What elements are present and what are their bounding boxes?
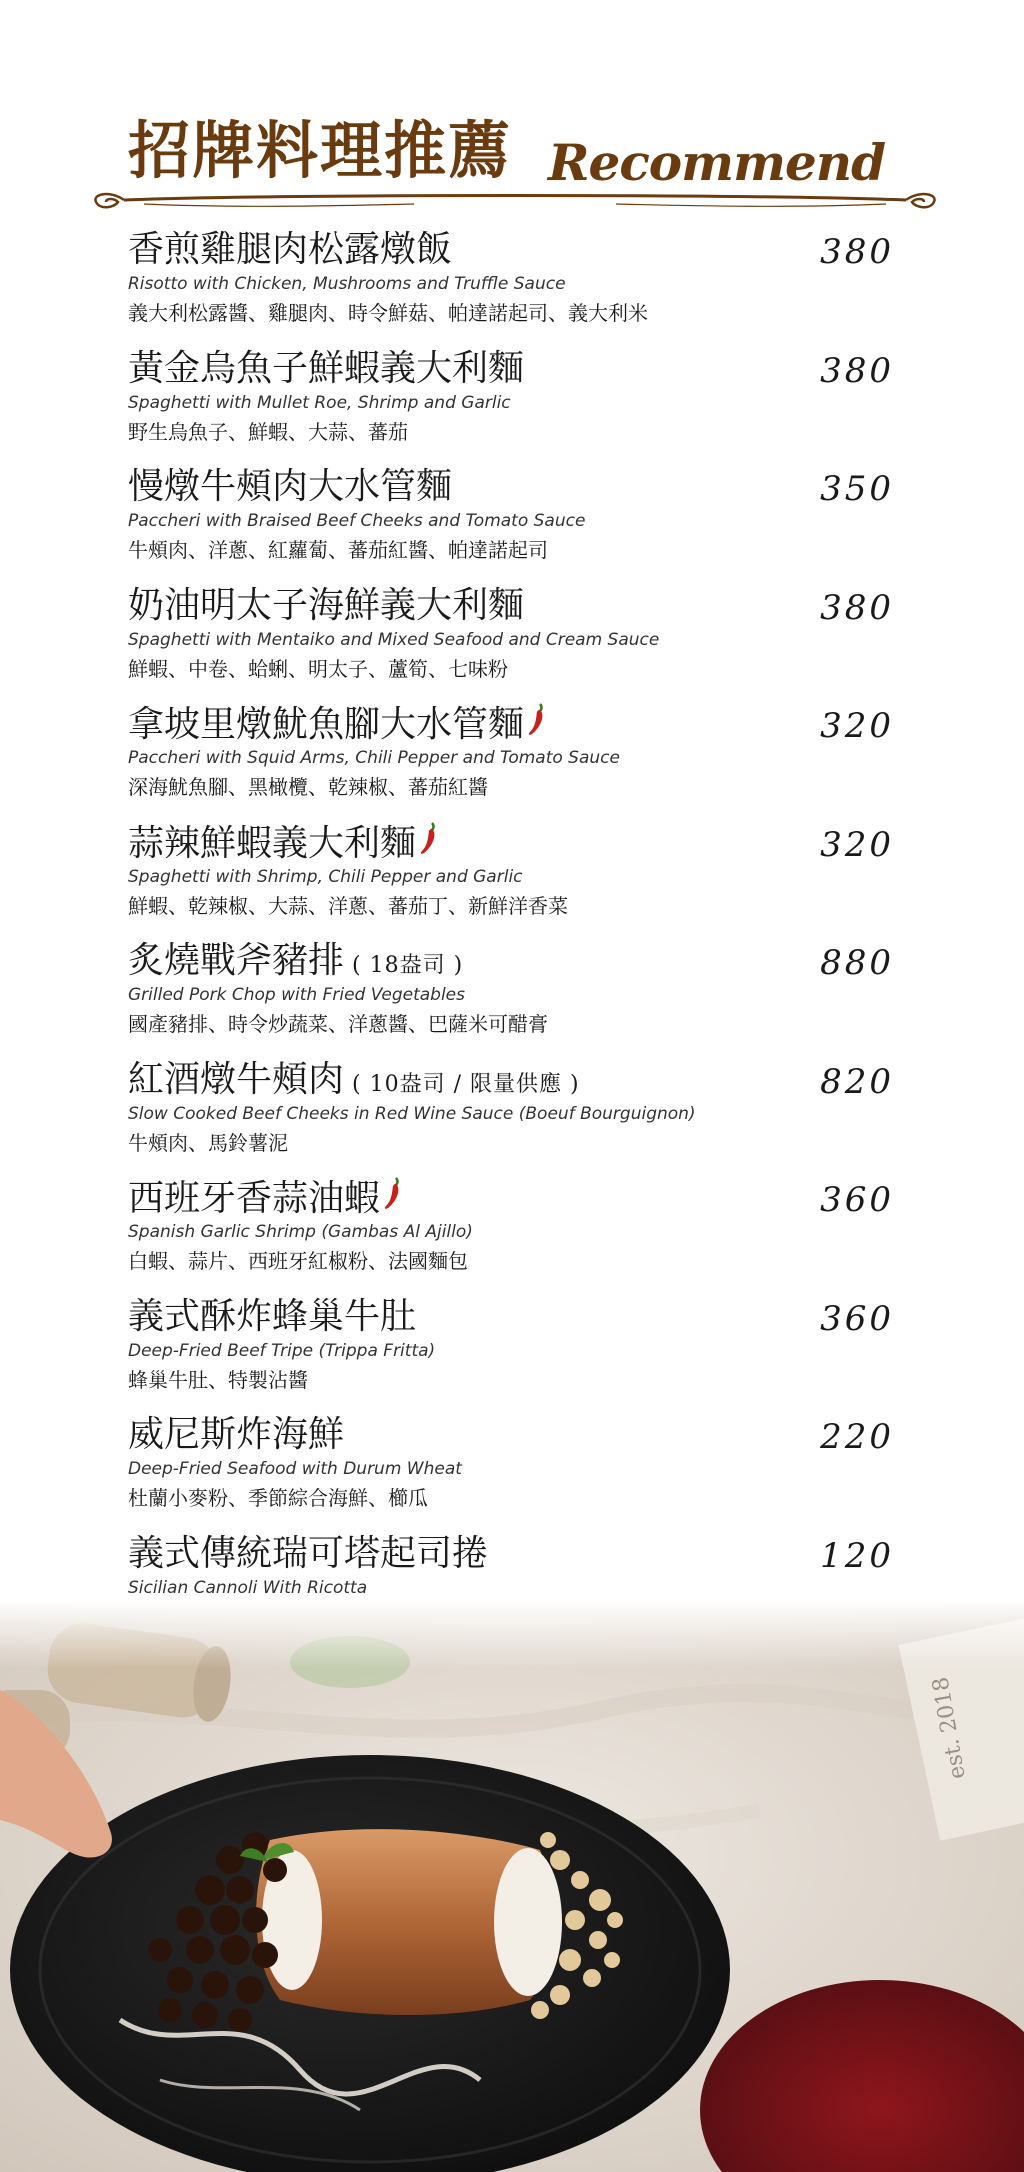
dish-name-text: 奶油明太子海鮮義大利麵	[128, 584, 525, 626]
dish-name-text: 香煎雞腿肉松露燉飯	[128, 229, 453, 270]
dish-name	[128, 939, 463, 988]
dish-english-name: Risotto with Chicken, Mushrooms and Truffle Sauce	[128, 274, 566, 294]
dish-price: 380	[820, 232, 894, 272]
dish-english-name: Paccheri with Squid Arms, Chili Pepper and Tomato Sauce	[128, 748, 620, 768]
dish-ingredients: 鮮蝦、中卷、蛤蜊、明太子、蘆筍、七味粉	[128, 656, 508, 681]
dish-ingredients: 深海魷魚腳、黑橄欖、乾辣椒、蕃茄紅醬	[128, 775, 488, 799]
dish-price: 360	[820, 1298, 894, 1339]
dish-portion-note: ( 18盎司 )	[352, 953, 464, 978]
dish-ingredients: 野生烏魚子、鮮蝦、大蒜、蕃茄	[128, 419, 408, 444]
dish-name-text: 拿坡里燉魷魚腳大水管麵	[128, 704, 525, 745]
dish-name	[128, 1058, 580, 1107]
dish-name	[128, 1295, 416, 1339]
dish-name-text: 義式酥炸蜂巢牛肚	[128, 1295, 417, 1337]
dish-ingredients: 牛頰肉、馬鈴薯泥	[128, 1130, 288, 1155]
dish-portion-note: ( 10盎司 / 限量供應 )	[352, 1071, 580, 1097]
dish-ingredients: 白蝦、蒜片、西班牙紅椒粉、法國麵包	[128, 1249, 468, 1273]
menu-item-6	[0, 813, 1024, 932]
dish-price: 220	[820, 1417, 894, 1457]
menu-item-5	[0, 694, 1024, 813]
menu-item-4	[0, 576, 1024, 695]
dish-price: 350	[820, 469, 894, 509]
dish-name-text: 蒜辣鮮蝦義大利麵	[128, 822, 417, 864]
dish-name	[128, 821, 440, 866]
dish-price: 320	[820, 824, 894, 865]
dish-name-text: 西班牙香蒜油蝦	[128, 1178, 381, 1219]
chili-pepper-icon	[526, 702, 548, 738]
dish-ingredients: 牛頰肉、洋蔥、紅蘿蔔、蕃茄紅醬、帕達諾起司	[128, 538, 548, 562]
dish-name	[128, 347, 524, 391]
menu-item-11	[0, 1405, 1024, 1524]
dish-name	[128, 1176, 404, 1221]
menu-list	[0, 220, 1024, 1642]
dish-name-text: 慢燉牛頰肉大水管麵	[128, 466, 453, 507]
dish-price: 380	[820, 587, 894, 628]
dish-price: 820	[820, 1061, 894, 1102]
cannoli-photo-illustration	[0, 1600, 1024, 2172]
dish-price: 880	[820, 943, 894, 983]
menu-item-2	[0, 339, 1024, 458]
dish-price: 380	[820, 350, 894, 391]
dish-name-text: 紅酒燉牛頰肉	[128, 1058, 345, 1100]
dish-english-name: Grilled Pork Chop with Fried Vegetables	[128, 985, 465, 1005]
dish-name-text: 黃金烏魚子鮮蝦義大利麵	[128, 347, 525, 389]
menu-item-1	[0, 220, 1024, 339]
dish-ingredients: 鮮蝦、乾辣椒、大蒜、洋蔥、蕃茄丁、新鮮洋香菜	[128, 893, 568, 918]
dish-ingredients: 杜蘭小麥粉、季節綜合海鮮、櫛瓜	[128, 1486, 428, 1510]
title-underline-ornament	[84, 180, 946, 220]
dish-english-name: Paccheri with Braised Beef Cheeks and Tomato Sauce	[128, 511, 586, 531]
page-title-english: Recommend	[548, 133, 886, 192]
menu-header	[0, 112, 1024, 222]
chili-pepper-icon	[382, 1176, 404, 1212]
dish-name-text: 威尼斯炸海鮮	[128, 1414, 345, 1455]
dish-english-name: Spaghetti with Mullet Roe, Shrimp and Garlic	[128, 392, 511, 413]
dish-name-text: 義式傳統瑞可塔起司捲	[128, 1532, 489, 1574]
dish-english-name: Spanish Garlic Shrimp (Gambas Al Ajillo)	[128, 1222, 473, 1242]
menu-item-10	[0, 1287, 1024, 1406]
dish-name	[128, 702, 548, 747]
menu-item-7	[0, 931, 1024, 1050]
dish-ingredients: 義大利松露醬、雞腿肉、時令鮮菇、帕達諾起司、義大利米	[128, 301, 648, 325]
menu-item-9	[0, 1168, 1024, 1287]
dish-ingredients: 蜂巢牛肚、特製沾醬	[128, 1367, 308, 1392]
dish-english-name: Slow Cooked Beef Cheeks in Red Wine Sauce (Boeuf Bourguignon)	[128, 1103, 696, 1124]
dish-english-name: Spaghetti with Mentaiko and Mixed Seafood and Cream Sauce	[128, 629, 660, 650]
dish-name-text: 炙燒戰斧豬排	[128, 940, 345, 981]
dish-name	[128, 1413, 344, 1457]
dish-english-name: Sicilian Cannoli With Ricotta	[128, 1577, 368, 1598]
dish-name	[128, 1532, 488, 1576]
menu-item-8	[0, 1050, 1024, 1169]
dish-price: 120	[820, 1535, 894, 1576]
menu-item-3	[0, 457, 1024, 576]
dish-ingredients: 國產豬排、時令炒蔬菜、洋蔥醬、巴薩米可醋膏	[128, 1012, 548, 1036]
dish-name	[128, 584, 524, 628]
dish-english-name: Deep-Fried Seafood with Durum Wheat	[128, 1459, 462, 1479]
page-title: 招牌料理推薦	[128, 114, 513, 187]
dish-price: 360	[820, 1180, 894, 1220]
dish-name	[128, 465, 452, 509]
dish-name	[128, 228, 452, 272]
dish-english-name: Deep-Fried Beef Tripe (Trippa Fritta)	[128, 1340, 436, 1361]
dish-english-name: Spaghetti with Shrimp, Chili Pepper and Garlic	[128, 866, 523, 887]
food-photo	[0, 1600, 1024, 2172]
dish-price: 320	[820, 706, 894, 746]
chili-pepper-icon	[418, 821, 440, 857]
